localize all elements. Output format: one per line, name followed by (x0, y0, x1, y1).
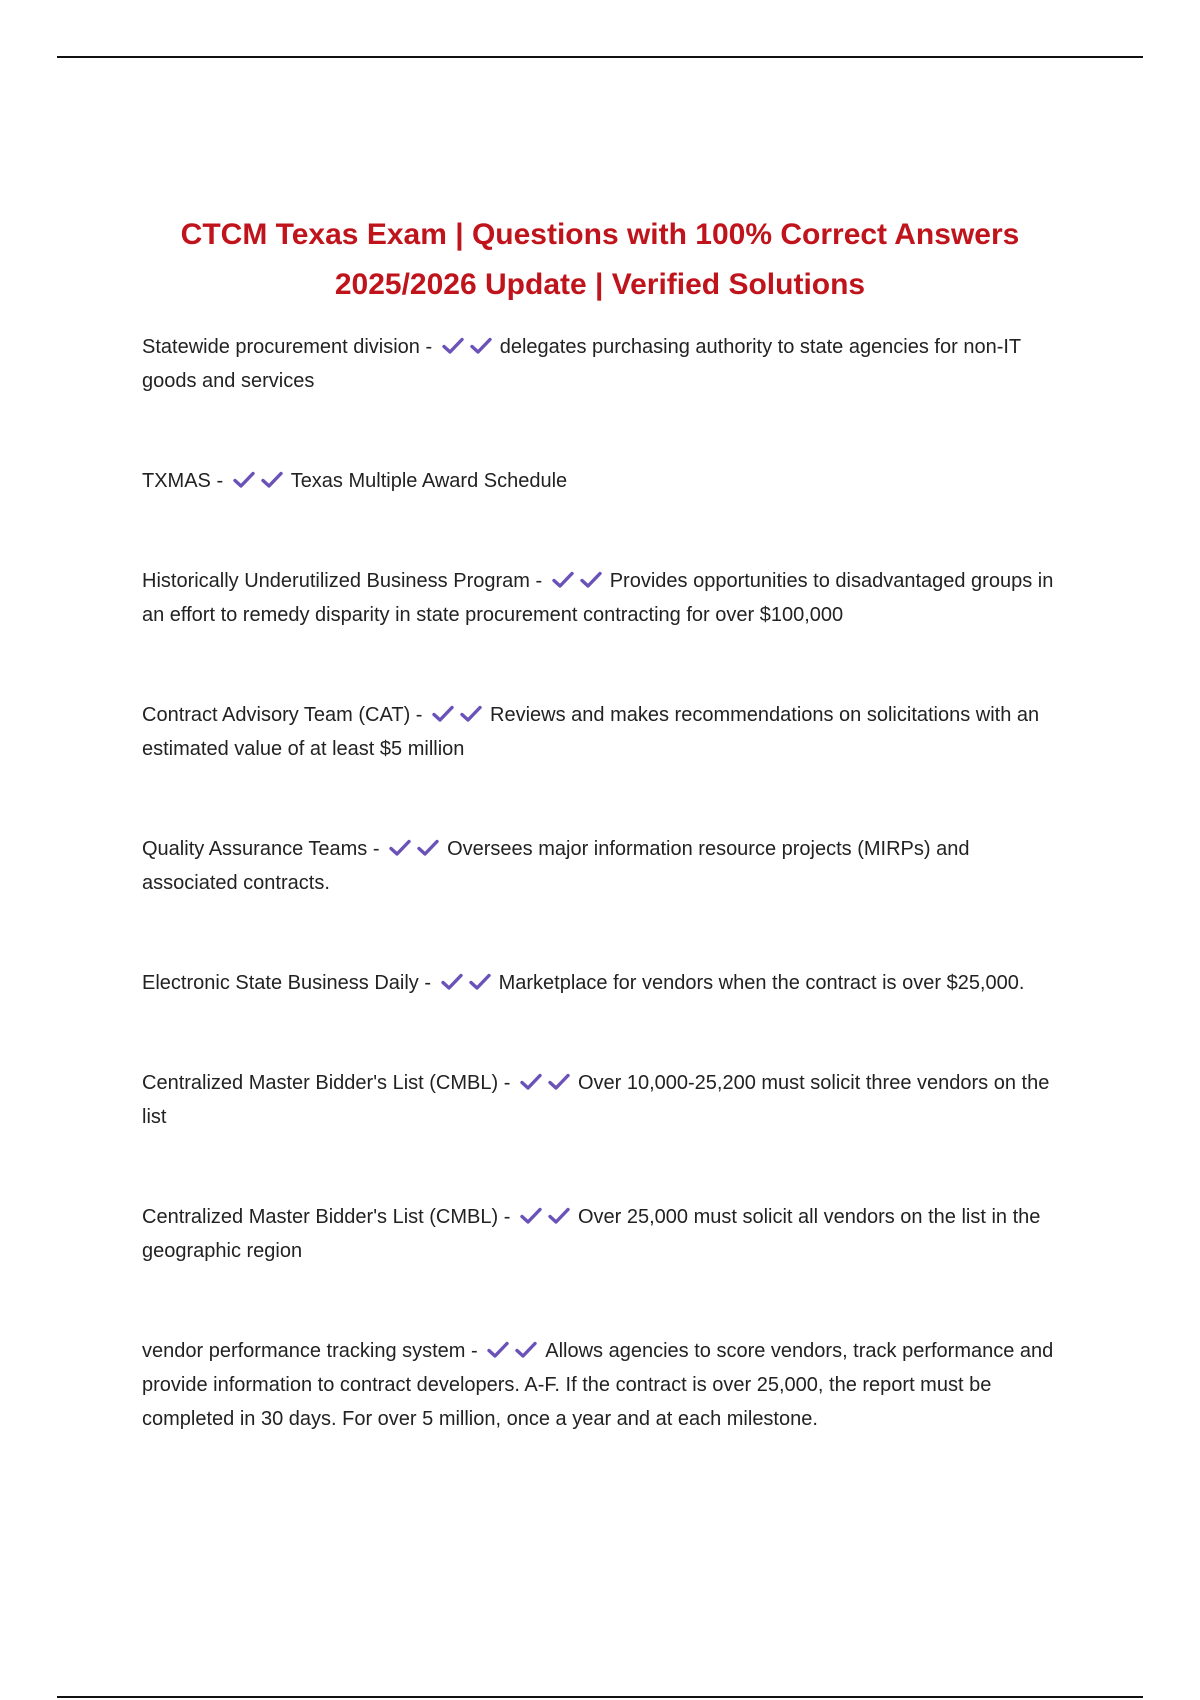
check-icon (552, 571, 574, 589)
flashcard-entry (142, 330, 1062, 398)
entry-term: Contract Advisory Team (CAT) - (142, 704, 423, 726)
check-icon (470, 337, 492, 355)
flashcard-entry (142, 698, 1062, 766)
check-icon (432, 705, 454, 723)
check-icon (469, 973, 491, 991)
check-icon (261, 471, 283, 489)
check-icon (460, 705, 482, 723)
entry-definition: Oversees major information resource projects (MIRPs) and associated contracts. (142, 838, 970, 894)
entry-definition: Marketplace for vendors when the contract is over $25,000. (498, 972, 1025, 994)
entry-definition: Over 10,000-25,200 must solicit three vendors on the list (142, 1072, 1050, 1128)
top-rule (57, 56, 1143, 58)
flashcard-entry (142, 1066, 1062, 1134)
check-icon (580, 571, 602, 589)
entry-term: TXMAS - (142, 470, 224, 492)
check-icon (515, 1341, 537, 1359)
check-icon (442, 337, 464, 355)
check-icon (389, 839, 411, 857)
double-check-icon (520, 1200, 576, 1234)
double-check-icon (520, 1066, 576, 1100)
flashcard-entry (142, 464, 1062, 498)
double-check-icon (432, 698, 488, 732)
double-check-icon (233, 464, 289, 498)
entry-term: vendor performance tracking system - (142, 1340, 478, 1362)
entry-definition: delegates purchasing authority to state agencies for non-IT goods and services (142, 336, 1021, 392)
entry-term: Electronic State Business Daily - (142, 972, 432, 994)
flashcard-entry (142, 1334, 1062, 1436)
title-line-2: 2025/2026 Update | Verified Solutions (334, 268, 866, 301)
flashcard-entry (142, 564, 1062, 632)
entry-definition: Texas Multiple Award Schedule (290, 470, 568, 492)
double-check-icon (552, 564, 608, 598)
entry-term: Centralized Master Bidder's List (CMBL) - (142, 1206, 511, 1228)
check-icon (417, 839, 439, 857)
entry-definition: Provides opportunities to disadvantaged groups in an effort to remedy disparity in state procurement contracting for over $100,000 (142, 570, 1054, 626)
flashcard-entry (142, 832, 1062, 900)
double-check-icon (441, 966, 497, 1000)
double-check-icon (442, 330, 498, 364)
title-line-1: CTCM Texas Exam | Questions with 100% Correct Answers (180, 218, 1020, 251)
flashcard-entry (142, 1200, 1062, 1268)
check-icon (520, 1073, 542, 1091)
bottom-rule (57, 1696, 1143, 1698)
document-title (0, 210, 1200, 310)
entry-definition: Reviews and makes recommendations on solicitations with an estimated value of at least $5 million (142, 704, 1040, 760)
flashcard-list (142, 330, 1062, 1436)
entry-definition: Over 25,000 must solicit all vendors on the list in the geographic region (142, 1206, 1041, 1262)
double-check-icon (487, 1334, 543, 1368)
check-icon (548, 1207, 570, 1225)
entry-term: Statewide procurement division - (142, 336, 433, 358)
check-icon (487, 1341, 509, 1359)
entry-definition: Allows agencies to score vendors, track performance and provide information to contract developers. A-F. If the contract is over 25,000, the report must be completed in 30 days. For over 5 million, once a year and at each milestone. (142, 1340, 1054, 1430)
check-icon (548, 1073, 570, 1091)
entry-term: Centralized Master Bidder's List (CMBL) - (142, 1072, 511, 1094)
entry-term: Quality Assurance Teams - (142, 838, 380, 860)
flashcard-entry (142, 966, 1062, 1000)
double-check-icon (389, 832, 445, 866)
check-icon (520, 1207, 542, 1225)
entry-term: Historically Underutilized Business Program - (142, 570, 543, 592)
check-icon (441, 973, 463, 991)
check-icon (233, 471, 255, 489)
